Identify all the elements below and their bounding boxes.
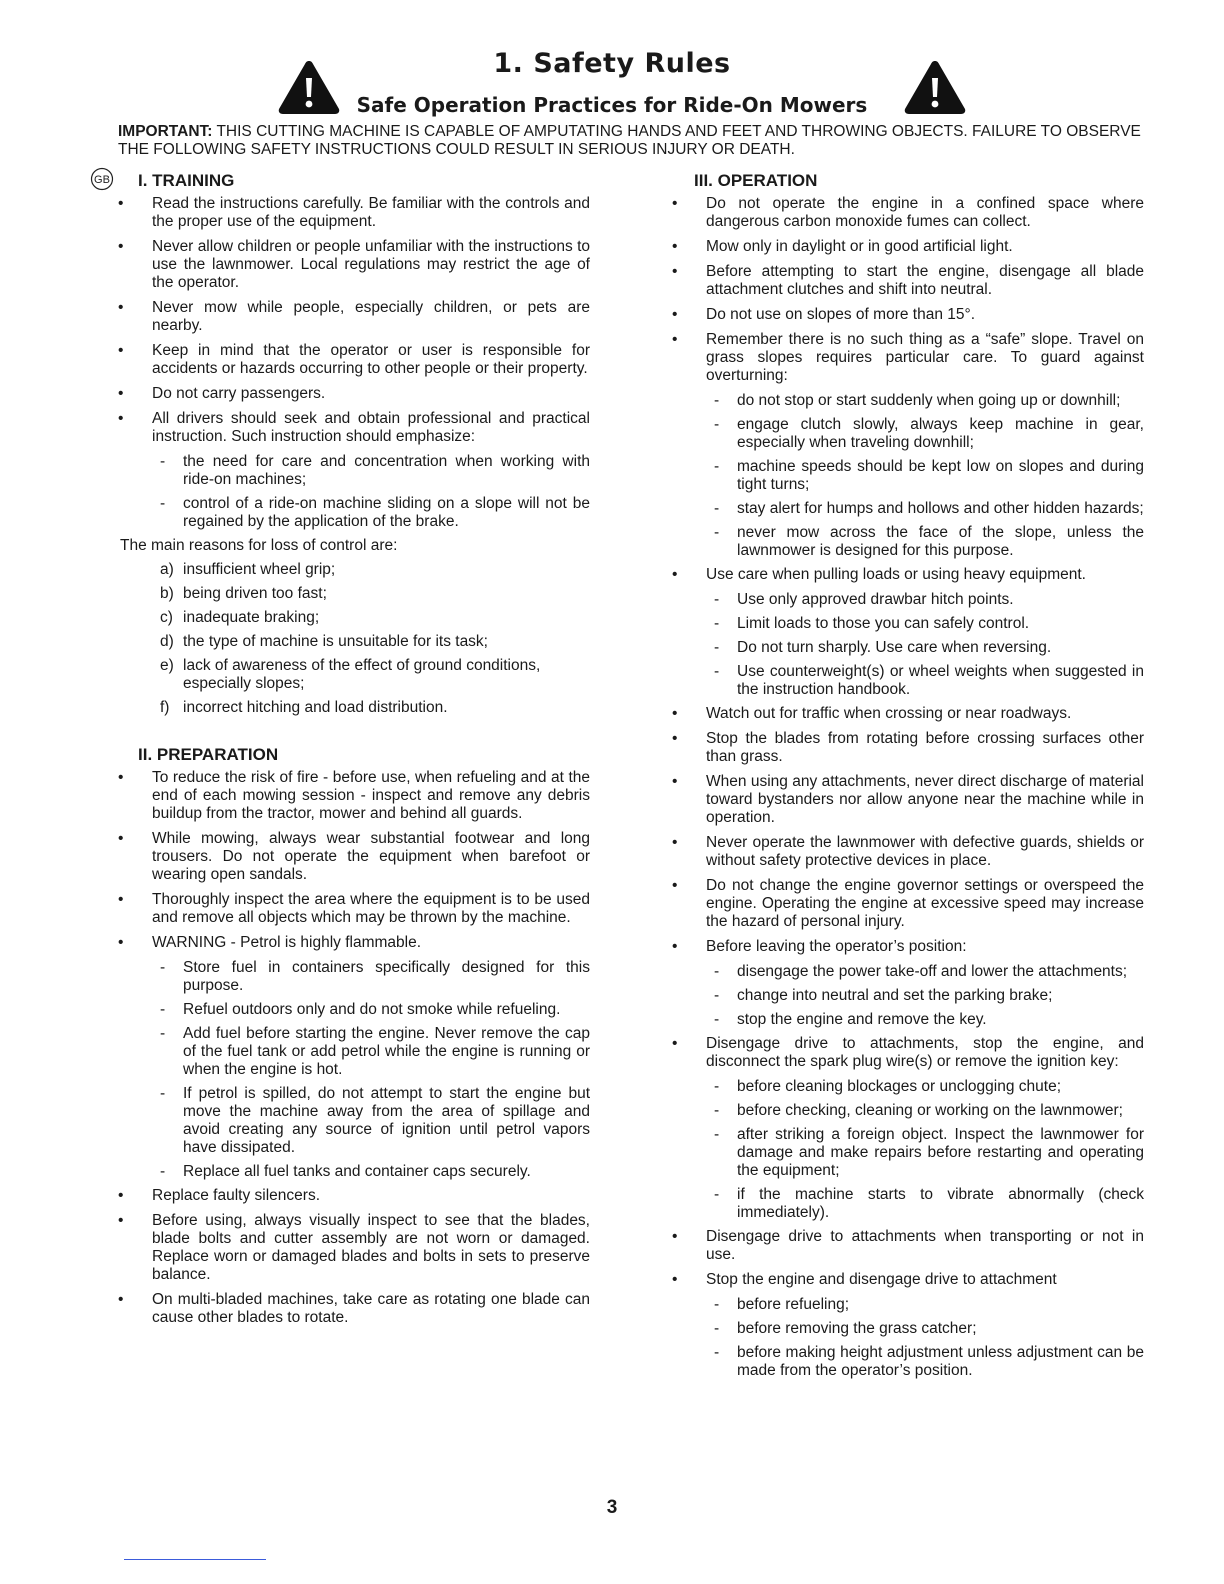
reason-item (118, 561, 590, 579)
reason-item (118, 699, 590, 717)
list-item: • Remember there is no such thing as a “safe” slope. Travel on grass slopes requires particular care. To guard against overturning: (672, 331, 1144, 385)
page-title: 1. Safety Rules (493, 48, 731, 79)
list-item: • Before attempting to start the engine, disengage all blade attachment clutches and shift into neutral. (672, 263, 1144, 299)
sub-list-item: - after striking a foreign object. Inspect the lawnmower for damage and make repairs before restarting and operating the equipment; (672, 1126, 1144, 1180)
page-number: 3 (606, 1497, 618, 1518)
sub-list-item: - machine speeds should be kept low on slopes and during tight turns; (672, 458, 1144, 494)
list-item: • Before leaving the operator’s position: (672, 938, 1144, 956)
reason-item (118, 609, 590, 627)
list-item: • Do not change the engine governor settings or overspeed the engine. Operating the engine at excessive speed may increase the hazard of personal injury. (672, 877, 1144, 931)
list-item: • While mowing, always wear substantial footwear and long trousers. Do not operate the equipment when barefoot or wearing open sandals. (118, 830, 590, 884)
important-notice (118, 123, 1148, 159)
preparation-heading: II. PREPARATION (138, 745, 279, 764)
page-subtitle: Safe Operation Practices for Ride-On Mowers (356, 93, 868, 117)
left-column (118, 170, 590, 1334)
list-item: • All drivers should seek and obtain professional and practical instruction. Such instruction should emphasize: (118, 410, 590, 446)
list-item: • Before using, always visually inspect to see that the blades, blade bolts and cutter assembly are not worn or damaged. Replace worn or damaged blades and bolts in sets to preserve balance. (118, 1212, 590, 1284)
reason-item (118, 657, 590, 693)
reason-letter: d) (160, 633, 174, 650)
sub-list-item: - before checking, cleaning or working on the lawnmower; (672, 1102, 1144, 1120)
sub-list-item: - before cleaning blockages or unclogging chute; (672, 1078, 1144, 1096)
list-item: • Watch out for traffic when crossing or near roadways. (672, 705, 1144, 723)
list-item: • Do not carry passengers. (118, 385, 590, 403)
reason-text: lack of awareness of the effect of ground conditions, especially slopes; (183, 657, 541, 692)
sub-list-item: - stay alert for humps and hollows and other hidden hazards; (672, 500, 1144, 518)
sub-list-item: - Store fuel in containers specifically designed for this purpose. (118, 959, 590, 995)
list-item: • Disengage drive to attachments when transporting or not in use. (672, 1228, 1144, 1264)
reason-text: inadequate braking; (183, 609, 320, 626)
training-heading: I. TRAINING (138, 171, 235, 190)
list-item: • Mow only in daylight or in good artificial light. (672, 238, 1144, 256)
sub-list-item: - Use counterweight(s) or wheel weights when suggested in the instruction handbook. (672, 663, 1144, 699)
sub-list-item: - before removing the grass catcher; (672, 1320, 1144, 1338)
reason-letter: e) (160, 657, 174, 674)
footer-rule (124, 1559, 266, 1560)
list-item: • Never allow children or people unfamiliar with the instructions to use the lawnmower. Local regulations may restrict the age of the operator. (118, 238, 590, 292)
list-item: • Thoroughly inspect the area where the equipment is to be used and remove all objects which may be thrown by the machine. (118, 891, 590, 927)
sub-list-item: - if the machine starts to vibrate abnormally (check immediately). (672, 1186, 1144, 1222)
sub-list-item: - Limit loads to those you can safely control. (672, 615, 1144, 633)
sub-list-item: - before making height adjustment unless adjustment can be made from the operator’s position. (672, 1344, 1144, 1380)
sub-list-item: - Replace all fuel tanks and container caps securely. (118, 1163, 590, 1181)
gb-badge-text: GB (94, 174, 110, 186)
reason-text: insufficient wheel grip; (183, 561, 336, 578)
sub-list-item: - Refuel outdoors only and do not smoke while refueling. (118, 1001, 590, 1019)
list-item: • Stop the blades from rotating before crossing surfaces other than grass. (672, 730, 1144, 766)
sub-list-item: - control of a ride-on machine sliding on a slope will not be regained by the application of the brake. (118, 495, 590, 531)
warning-triangle-icon (902, 58, 968, 116)
list-item: • When using any attachments, never direct discharge of material toward bystanders nor allow anyone near the machine while in operation. (672, 773, 1144, 827)
sub-list-item: - Use only approved drawbar hitch points. (672, 591, 1144, 609)
right-column (672, 170, 1144, 1386)
sub-list-item: - Add fuel before starting the engine. Never remove the cap of the fuel tank or add petrol while the engine is running or when the engine is hot. (118, 1025, 590, 1079)
list-item: • WARNING - Petrol is highly flammable. (118, 934, 590, 952)
list-item: • On multi-bladed machines, take care as rotating one blade can cause other blades to rotate. (118, 1291, 590, 1327)
sub-list-item: - change into neutral and set the parking brake; (672, 987, 1144, 1005)
reason-item (118, 633, 590, 651)
list-item: • Use care when pulling loads or using heavy equipment. (672, 566, 1144, 584)
list-item: • Disengage drive to attachments, stop the engine, and disconnect the spark plug wire(s) or remove the ignition key: (672, 1035, 1144, 1071)
reason-text: being driven too fast; (183, 585, 327, 602)
sub-list-item: - never mow across the face of the slope, unless the lawnmower is designed for this purpose. (672, 524, 1144, 560)
reason-letter: a) (160, 561, 174, 578)
gb-language-badge-icon (90, 167, 114, 191)
reason-letter: b) (160, 585, 174, 602)
list-item: • Replace faulty silencers. (118, 1187, 590, 1205)
list-item: • Do not operate the engine in a confined space where dangerous carbon monoxide fumes can collect. (672, 195, 1144, 231)
important-text: THIS CUTTING MACHINE IS CAPABLE OF AMPUTATING HANDS AND FEET AND THROWING OBJECTS. FAILURE TO OBSERVE THE FOLLOWING SAFETY INSTRUCTIONS COULD RESULT IN SERIOUS INJURY OR DEATH. (118, 123, 1141, 158)
list-item: • Stop the engine and disengage drive to attachment (672, 1271, 1144, 1289)
reason-item (118, 585, 590, 603)
list-item: • Never mow while people, especially children, or pets are nearby. (118, 299, 590, 335)
sub-list-item: - Do not turn sharply. Use care when reversing. (672, 639, 1144, 657)
reason-text: incorrect hitching and load distribution. (183, 699, 448, 716)
reason-text: the type of machine is unsuitable for its task; (183, 633, 488, 650)
list-item: • Do not use on slopes of more than 15°. (672, 306, 1144, 324)
sub-list-item: - the need for care and concentration when working with ride-on machines; (118, 453, 590, 489)
list-item: • To reduce the risk of fire - before use, when refueling and at the end of each mowing session - inspect and remove any debris buildup from the tractor, mower and behind all guards. (118, 769, 590, 823)
list-item: • Keep in mind that the operator or user is responsible for accidents or hazards occurring to other people or their property. (118, 342, 590, 378)
sub-list-item: - stop the engine and remove the key. (672, 1011, 1144, 1029)
important-label: IMPORTANT: (118, 123, 213, 140)
list-item: • Read the instructions carefully. Be familiar with the controls and the proper use of the equipment. (118, 195, 590, 231)
sub-list-item: - If petrol is spilled, do not attempt to start the engine but move the machine away from the area of spillage and avoid creating any source of ignition until petrol vapors have dissipated. (118, 1085, 590, 1157)
sub-list-item: - engage clutch slowly, always keep machine in gear, especially when traveling downhill; (672, 416, 1144, 452)
reason-letter: f) (160, 699, 170, 716)
sub-list-item: - disengage the power take-off and lower the attachments; (672, 963, 1144, 981)
sub-list-item: - before refueling; (672, 1296, 1144, 1314)
operation-heading: III. OPERATION (694, 171, 818, 190)
reasons-intro: The main reasons for loss of control are: (120, 537, 398, 554)
reason-letter: c) (160, 609, 173, 626)
sub-list-item: - do not stop or start suddenly when going up or downhill; (672, 392, 1144, 410)
list-item: • Never operate the lawnmower with defective guards, shields or without safety protective devices in place. (672, 834, 1144, 870)
